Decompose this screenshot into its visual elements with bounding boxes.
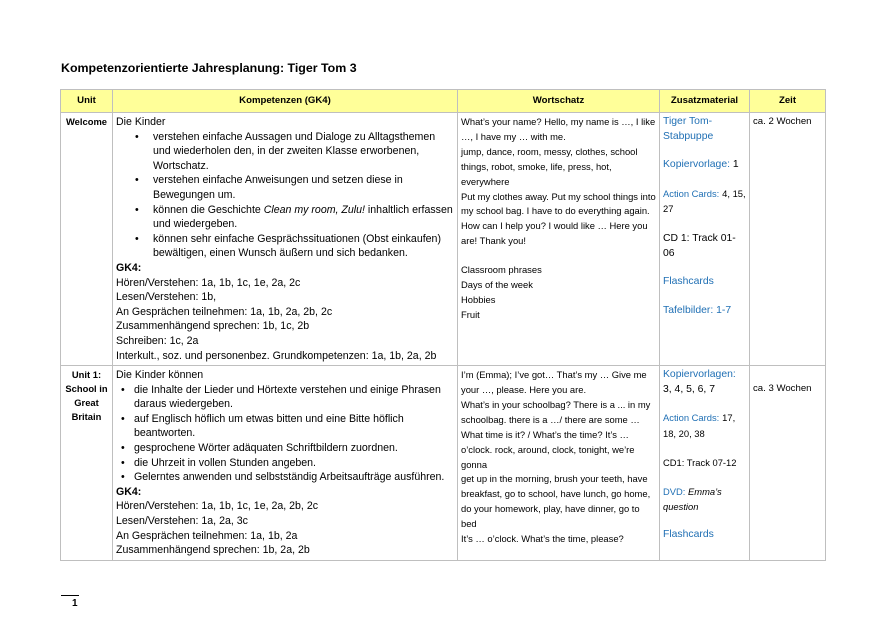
bullet-icon: • [121, 456, 125, 469]
gk-line: Schreiben: 1c, 2a [116, 334, 199, 347]
vocab-line: It’s … o’clock. What’s the time, please? [461, 533, 624, 545]
vocab-line: What’s in your schoolbag? There is a ... in my schoolbag. there is a …/ there are some … [461, 398, 651, 425]
list-item: • die Inhalte der Lieder und Hörtexte verstehen und einige Phrasen daraus wiedergeben. [121, 383, 441, 411]
gk-line: Zusammenhängend sprechen: 1b, 2a, 2b [116, 544, 310, 557]
list-item: • können die Geschichte Clean my room, Zulu! inhaltlich erfassen und wiedergeben. [135, 203, 453, 231]
tafelbilder-item: Tafelbilder: 1-7 [663, 304, 732, 316]
kompetenzen-list [116, 130, 454, 261]
gk-line: An Gesprächen teilnehmen: 1a, 1b, 2a, 2b, 2c [116, 305, 333, 318]
header-wortschatz: Wortschatz [458, 90, 660, 113]
header-zeit: Zeit [750, 90, 826, 113]
list-item: • gesprochene Wörter adäquaten Schriftbildern zuordnen. [121, 442, 398, 455]
vocab-line: What’s your name? Hello, my name is …, I like …, I have my … with me. [461, 116, 656, 142]
zusatzmaterial-cell [660, 366, 750, 561]
footer-rule [61, 595, 79, 596]
bullet-icon: • [121, 471, 125, 484]
dvd-item: DVD: Emma’s question [663, 486, 722, 512]
gk-line: Hören/Verstehen: 1a, 1b, 1c, 1e, 2a, 2c [116, 276, 301, 289]
zusatzmaterial-cell [660, 113, 750, 366]
bullet-icon: • [121, 383, 125, 396]
vocab-line: Put my clothes away. Put my school things into my school bag. I have to do everything again. [461, 190, 656, 217]
kompetenzen-cell [113, 366, 458, 561]
list-item: • verstehen einfache Anweisungen und setzen diese in Bewegungen um. [135, 174, 403, 201]
planning-table [60, 89, 826, 561]
bullet-icon: • [135, 130, 139, 143]
bullet-icon: • [135, 203, 139, 216]
header-zusatzmaterial: Zusatzmaterial [660, 90, 750, 113]
list-item: • auf Englisch höflich um etwas bitten und eine Bitte höflich beantworten. [121, 412, 404, 440]
story-title: Clean my room, Zulu! [263, 203, 365, 216]
bullet-icon: • [135, 232, 139, 245]
flashcards-item: Flashcards [663, 276, 714, 288]
unit-cell: Welcome [61, 113, 113, 366]
gk-line: An Gesprächen teilnehmen: 1a, 1b, 2a [116, 529, 298, 542]
header-row [61, 90, 826, 113]
action-cards-item: Action Cards: 17, 18, 20, 38 [663, 412, 736, 439]
wortschatz-cell [458, 366, 660, 561]
document-title: Kompetenzorientierte Jahresplanung: Tiger Tom 3 [61, 61, 357, 75]
bullet-icon: • [121, 442, 125, 455]
vocab-line: get up in the morning, brush your teeth, have breakfast, go to school, have lunch, go home, do your homework, play, have dinner, go to bed [461, 473, 651, 530]
kompetenzen-cell [113, 113, 458, 366]
gk-label: GK4: [116, 261, 142, 274]
kopiervorlage-item: Kopiervorlage: 1 [663, 159, 739, 171]
gk-line: Lesen/Verstehen: 1b, [116, 291, 217, 304]
gk-line: Hören/Verstehen: 1a, 1b, 1c, 1e, 2a, 2b, 2c [116, 500, 319, 513]
vocab-topic: Days of the week [461, 279, 533, 291]
wortschatz-cell [458, 113, 660, 366]
vocab-line: What time is it? / What’s the time? It’s … o’clock. rock, around, clock, tonight, we’re gonna [461, 428, 635, 470]
header-kompetenzen: Kompetenzen (GK4) [113, 90, 458, 113]
bullet-icon: • [121, 412, 125, 425]
kopiervorlagen-item: Kopiervorlagen: 3, 4, 5, 6, 7 [663, 369, 736, 395]
list-item: • die Uhrzeit in vollen Stunden angeben. [121, 456, 316, 469]
vocab-line: How can I help you? I would like … Here you are! Thank you! [461, 220, 648, 247]
table-row [61, 366, 826, 561]
flashcards-item: Flashcards [663, 529, 714, 541]
zeit-cell: ca. 2 Wochen [750, 113, 826, 366]
gk-line: Zusammenhängend sprechen: 1b, 1c, 2b [116, 320, 310, 333]
kompetenzen-list [116, 383, 454, 485]
vocab-line: jump, dance, room, messy, clothes, school things, robot, smoke, life, press, hot, everywhere [461, 145, 638, 187]
page-number: 1 [72, 598, 78, 609]
table-row [61, 113, 826, 366]
list-item: • können sehr einfache Gesprächssituationen (Obst einkaufen) bewältigen, einen Wunsch äußern und sich bedanken. [135, 232, 441, 260]
header-unit: Unit [61, 90, 113, 113]
gk-line: Interkult., soz. und personenbez. Grundkompetenzen: 1a, 1b, 2a, 2b [116, 349, 437, 362]
cd-item: CD1: Track 07-12 [663, 457, 737, 469]
cd-item: CD 1: Track 01-06 [663, 232, 736, 259]
kompetenzen-intro: Die Kinder [116, 116, 166, 128]
vocab-topic: Classroom phrases [461, 264, 542, 276]
kompetenzen-intro: Die Kinder können [116, 369, 204, 382]
bullet-icon: • [135, 174, 139, 187]
list-item: • Gelerntes anwenden und selbstständig Arbeitsaufträge ausführen. [121, 471, 445, 484]
unit-cell: Unit 1: School in Great Britain [61, 366, 113, 561]
stabpuppe-item: Tiger Tom-Stabpuppe [663, 116, 714, 142]
gk-line: Lesen/Verstehen: 1a, 2a, 3c [116, 515, 248, 528]
vocab-line: I’m (Emma); I’ve got… That’s my … Give me your …, please. Here you are. [461, 369, 647, 395]
zeit-cell: ca. 3 Wochen [750, 366, 826, 561]
list-item: • verstehen einfache Aussagen und Dialoge zu Alltagsthemen und wiederholen den, in der zweiten Klasse erworbenen, Wortschatz. [135, 130, 436, 172]
gk-label: GK4: [116, 485, 142, 498]
action-cards-item: Action Cards: 4, 15, 27 [663, 187, 746, 215]
vocab-topic: Hobbies [461, 293, 496, 305]
vocab-topic: Fruit [461, 308, 480, 320]
